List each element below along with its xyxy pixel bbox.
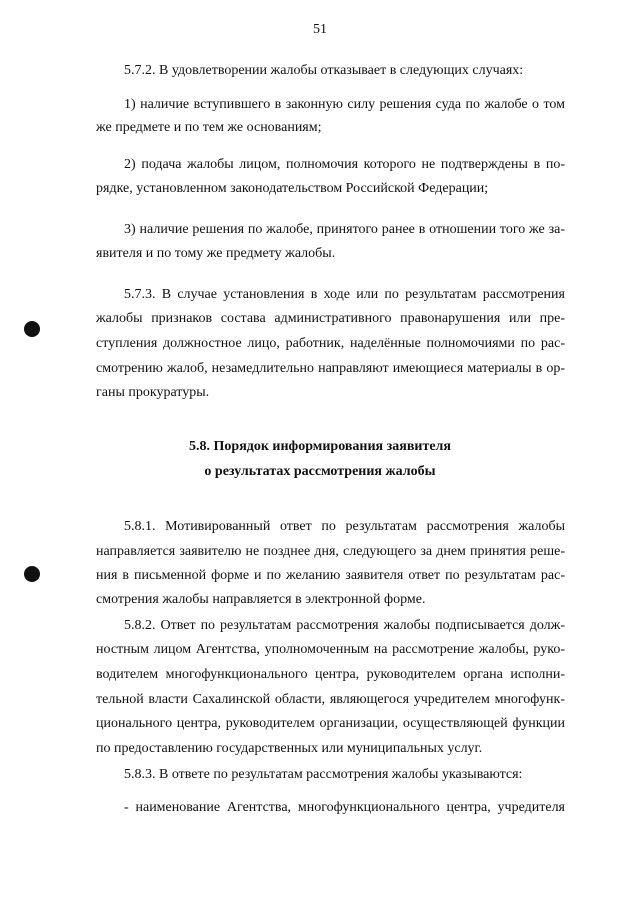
text-line: 5.8.1. Мотивированный ответ по результатам рассмотрения жалобы [124,519,565,534]
text-line: по предоставлению государственных или муниципальных услуг. [96,741,483,756]
punch-hole-mark [24,566,40,582]
text-line: 5.8.3. В ответе по результатам рассмотрения жалобы указываются: [124,767,523,782]
text-line: 5.7.3. В случае установления в ходе или по результатам рассмотрения [124,287,565,302]
page-number: 51 [313,22,327,37]
text-line: ционального центра, руководителем организации, осуществляющей функции [96,716,565,731]
text-line: 1) наличие вступившего в законную силу решения суда по жалобе о том [124,97,565,112]
text-line: ступления должностное лицо, работник, наделённые полномочиями по рас- [96,336,565,351]
text-line: ностным лицом Агентства, уполномоченным на рассмотрение жалобы, руко- [96,642,565,657]
text-line: явителя и по тому же предмету жалобы. [96,246,336,261]
text-line: 5.7.2. В удовлетворении жалобы отказывает в следующих случаях: [124,63,524,78]
section-heading-line-1: 5.8. Порядок информирования заявителя [189,439,451,454]
text-line: 3) наличие решения по жалобе, принятого ранее в отношении того же за- [124,222,565,237]
text-line: 5.8.2. Ответ по результатам рассмотрения жалобы подписывается долж- [124,618,565,633]
text-line: рядке, установленном законодательством Российской Федерации; [96,181,489,196]
text-line: 2) подача жалобы лицом, полномочия которого не подтверждены в по- [124,157,565,172]
text-line: смотрению жалоб, незамедлительно направляют имеющиеся материалы в ор- [96,361,565,376]
text-line: же предмете и по тем же основаниям; [96,120,322,135]
text-line: ганы прокуратуры. [96,385,210,400]
text-line: ния в письменной форме и по желанию заявителя ответ по результатам рас- [96,568,565,583]
text-line: тельной власти Сахалинской области, являющегося учредителем многофунк- [96,692,565,707]
text-line: водителем многофункционального центра, руководителем органа исполни- [96,667,565,682]
text-line: смотрения жалобы направляется в электронной форме. [96,592,426,607]
section-heading-line-2: о результатах рассмотрения жалобы [204,464,436,479]
text-line: жалобы признаков состава административного правонарушения или пре- [96,311,565,326]
punch-hole-mark [24,321,40,337]
text-line: направляется заявителю не позднее дня, следующего за днем принятия реше- [96,544,565,559]
text-line: - наименование Агентства, многофункционального центра, учредителя [124,800,565,815]
